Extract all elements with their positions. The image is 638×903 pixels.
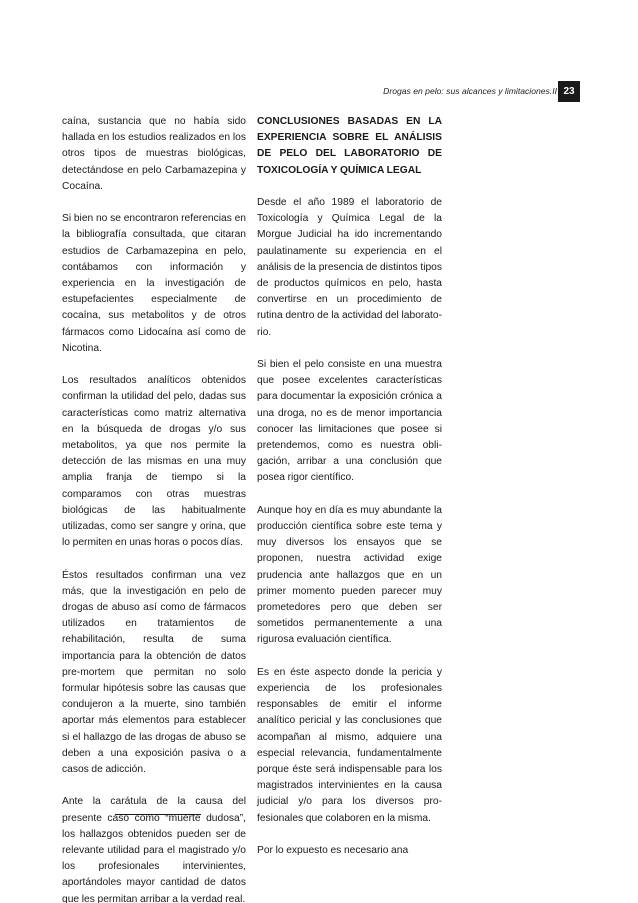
paragraph: Ante la carátula de la causa del presente caso como “muerte dudosa”, los hallazgos obtenidos pueden ser de relevante utilidad para el magistrado y/o los profesionales intervinientes, aportándoles mayor cantidad de datos que les permitan arribar a la verdad real.	[62, 796, 246, 903]
paragraph: Aunque hoy en día es muy abundante la producción científica sobre este tema y muy diversos los ensayos que se proponen, nuestra actividad exige prudencia ante hallazgos que en un primer momento pueden parecer muy prometedores pero que deben ser sometidos permanentemente a una rigurosa evaluación científica.	[257, 504, 442, 646]
footnote-rule	[115, 814, 201, 815]
paragraph: caína, sustancia que no había sido hallada en los estudios realizados en los otros tipos de muestras biológicas, detectándose en pelo Carbamazepina y Cocaína.	[62, 116, 246, 192]
paragraph: Éstos resultados confirman una vez más, que la investigación en pelo de drogas de abuso así como de fármacos utilizados en tratamientos de rehabilitación, resulta de suma importancia para la obtención de datos pre-mortem que permitan no solo formular hipótesis sobre las causas que condujeron a la muerte, sino también aportar más elementos para establecer si el hallazgo de las drogas de abuso se deben a una exposición pasiva o a casos de adicción.	[62, 569, 246, 776]
paragraph: Es en éste aspecto donde la pericia y experiencia de los profesionales responsables de emitir el informe analítico pericial y las conclusiones que acompañan al mismo, adquiere una especial relevancia, fundamentalmente porque éste será indispensable para los magistrados intervinientes en la causa judicial y/o para los diversos profesionales que colaboren en la misma.	[257, 666, 442, 824]
section-heading: CONCLUSIONES BASADAS EN LA EXPERIENCIA SOBRE EL ANÁLISIS DE PELO DEL LABORATORIO DE TOXICOLOGÍA Y QUÍMICA LEGAL	[257, 116, 442, 176]
running-header: Drogas en pelo: sus alcances y limitaciones.II	[383, 86, 557, 96]
right-column	[257, 114, 442, 859]
paragraph: Los resultados analíticos obtenidos confirman la utilidad del pelo, dadas sus características como matriz alternativa en la búsqueda de drogas y/o sus metabolitos, ya que nos permite la detección de las mismas en una muy amplia franja de tiempo si la comparamos con otras muestras biológicas de las habitualmente utilizadas, como ser sangre y orina, que lo permiten en unas horas o pocos días.	[62, 375, 246, 549]
left-column	[62, 114, 246, 903]
paragraph: Por lo expuesto es necesario ana	[257, 845, 409, 857]
page-number: 23	[558, 81, 580, 102]
paragraph: Si bien no se encontraron referencias en la bibliografía consultada, que citaran estudios de Carbamazepina en pelo, contábamos con información y experiencia en la investigación de estupefacientes especialmente de cocaína, sus metabolitos y de otros fármacos como Lidocaína así como de Nicotina.	[62, 213, 246, 354]
paragraph: Si bien el pelo consiste en una muestra que posee excelentes características para documentar la exposición crónica a una droga, no es de menor importancia conocer las limitaciones que posee si pretendemos, como es nuestra obligación, arribar a una conclusión que posea rigor científico.	[257, 359, 442, 484]
paragraph: Desde el año 1989 el laboratorio de Toxicología y Química Legal de la Morgue Judicial ha ido incrementando paulatinamente su experiencia en el análisis de la presencia de distintos tipos de productos químicos en pelo, hasta convertirse en un procedimiento de rutina dentro de la actividad del laboratorio.	[257, 197, 442, 338]
